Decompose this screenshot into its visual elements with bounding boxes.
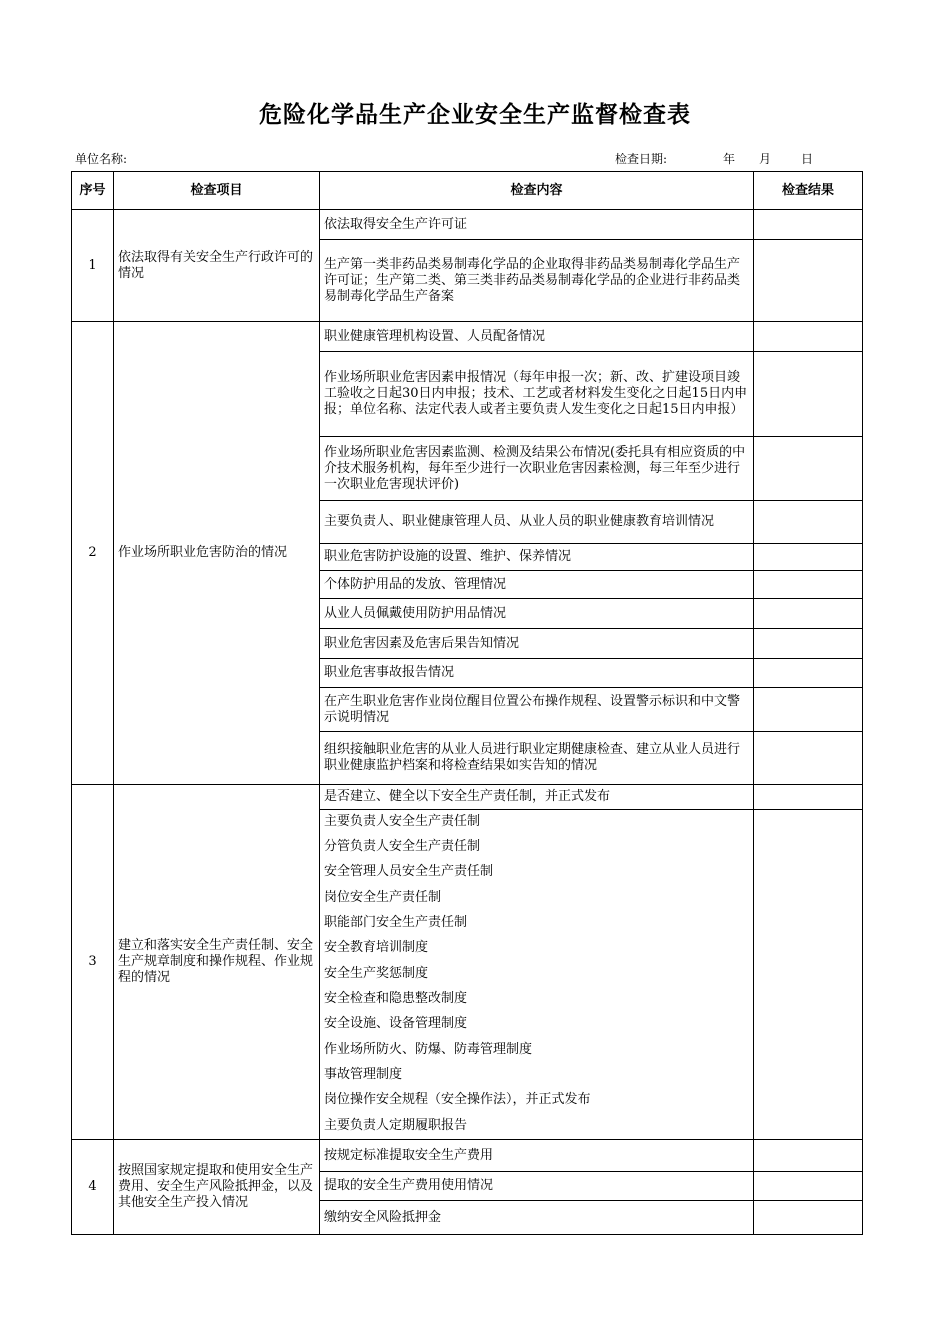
- check-content: 职能部门安全生产责任制: [320, 911, 754, 936]
- check-content-head: 是否建立、健全以下安全生产责任制，并正式发布: [320, 785, 754, 810]
- check-content: 安全生产奖惩制度: [320, 961, 754, 987]
- check-result-cell[interactable]: [754, 544, 863, 571]
- check-content: 安全设施、设备管理制度: [320, 1012, 754, 1037]
- check-content: 职业危害事故报告情况: [320, 659, 754, 688]
- table-row: [72, 785, 863, 810]
- check-content: 主要负责人、职业健康管理人员、从业人员的职业健康教育培训情况: [320, 501, 754, 544]
- check-content: 提取的安全生产费用使用情况: [320, 1172, 754, 1201]
- check-content: 个体防护用品的发放、管理情况: [320, 571, 754, 599]
- page-title: 危险化学品生产企业安全生产监督检查表: [259, 102, 691, 128]
- check-content: 职业危害因素及危害后果告知情况: [320, 629, 754, 659]
- section-no: 3: [72, 785, 114, 1140]
- check-result-cell[interactable]: [754, 501, 863, 544]
- check-content: 在产生职业危害作业岗位醒目位置公布操作规程、设置警示标识和中文警示说明情况: [320, 688, 754, 732]
- check-content: 依法取得安全生产许可证: [320, 210, 754, 240]
- check-content: 从业人员佩戴使用防护用品情况: [320, 599, 754, 629]
- table-row: [72, 1140, 863, 1172]
- check-content: 主要负责人安全生产责任制: [320, 810, 754, 835]
- date-day: 日: [801, 152, 814, 166]
- check-content: 组织接触职业危害的从业人员进行职业定期健康检查、建立从业人员进行职业健康监护档案和将检查结果如实告知的情况: [320, 732, 754, 785]
- check-result-cell[interactable]: [754, 240, 863, 322]
- check-content: 缴纳安全风险抵押金: [320, 1201, 754, 1235]
- section-item: 按照国家规定提取和使用安全生产费用、安全生产风险抵押金，以及其他安全生产投入情况: [114, 1140, 320, 1235]
- check-content: 作业场所职业危害因素申报情况（每年申报一次；新、改、扩建设项目竣工验收之日起30日内申报；技术、工艺或者材料发生变化之日起15日内申报；单位名称、法定代表人或者主要负责人发生变化之日起15日内申报）: [320, 352, 754, 437]
- check-content: 安全检查和隐患整改制度: [320, 987, 754, 1012]
- check-content: 职业健康管理机构设置、人员配备情况: [320, 322, 754, 352]
- check-result-cell[interactable]: [754, 1201, 863, 1235]
- section-item: 依法取得有关安全生产行政许可的情况: [114, 210, 320, 322]
- section-no: 4: [72, 1140, 114, 1235]
- date-month: 月: [759, 152, 772, 166]
- check-content: 岗位操作安全规程（安全操作法），并正式发布: [320, 1088, 754, 1113]
- check-result-cell[interactable]: [754, 810, 863, 1140]
- check-content: 安全教育培训制度: [320, 936, 754, 961]
- check-result-cell[interactable]: [754, 437, 863, 501]
- section-no: 1: [72, 210, 114, 322]
- check-content: 事故管理制度: [320, 1063, 754, 1088]
- check-result-cell[interactable]: [754, 210, 863, 240]
- header-content: 检查内容: [320, 172, 754, 210]
- header-no: 序号: [72, 172, 114, 210]
- check-content: 分管负责人安全生产责任制: [320, 835, 754, 860]
- unit-name-label: 单位名称:: [75, 152, 128, 166]
- check-content: 主要负责人定期履职报告: [320, 1113, 754, 1140]
- check-content: 按规定标准提取安全生产费用: [320, 1140, 754, 1172]
- check-content: 作业场所职业危害因素监测、检测及结果公布情况(委托具有相应资质的中介技术服务机构，每年至少进行一次职业危害因素检测，每三年至少进行一次职业危害现状评价): [320, 437, 754, 501]
- table-header-row: [72, 172, 863, 210]
- section-no: 2: [72, 322, 114, 785]
- check-result-cell[interactable]: [754, 599, 863, 629]
- header-item: 检查项目: [114, 172, 320, 210]
- check-content: 岗位安全生产责任制: [320, 885, 754, 911]
- check-result-cell[interactable]: [754, 688, 863, 732]
- check-content: 作业场所防火、防爆、防毒管理制度: [320, 1037, 754, 1063]
- table-row: [72, 322, 863, 352]
- check-result-cell[interactable]: [754, 1140, 863, 1172]
- check-content: 生产第一类非药品类易制毒化学品的企业取得非药品类易制毒化学品生产许可证；生产第二类、第三类非药品类易制毒化学品的企业进行非药品类易制毒化学品生产备案: [320, 240, 754, 322]
- check-content: 职业危害防护设施的设置、维护、保养情况: [320, 544, 754, 571]
- check-result-cell[interactable]: [754, 571, 863, 599]
- section-item: 作业场所职业危害防治的情况: [114, 322, 320, 785]
- check-result-cell[interactable]: [754, 352, 863, 437]
- check-result-cell[interactable]: [754, 1172, 863, 1201]
- header-result: 检查结果: [754, 172, 863, 210]
- section-item: 建立和落实安全生产责任制、安全生产规章制度和操作规程、作业规程的情况: [114, 785, 320, 1140]
- check-result-cell[interactable]: [754, 322, 863, 352]
- check-result-cell[interactable]: [754, 629, 863, 659]
- check-result-cell[interactable]: [754, 659, 863, 688]
- date-label: 检查日期:: [615, 152, 668, 166]
- table-row: [72, 210, 863, 240]
- date-year: 年: [723, 152, 736, 166]
- check-result-cell[interactable]: [754, 785, 863, 810]
- check-result-cell[interactable]: [754, 732, 863, 785]
- inspection-table: [71, 171, 863, 1235]
- inspection-date: [615, 150, 813, 167]
- check-content: 安全管理人员安全生产责任制: [320, 860, 754, 885]
